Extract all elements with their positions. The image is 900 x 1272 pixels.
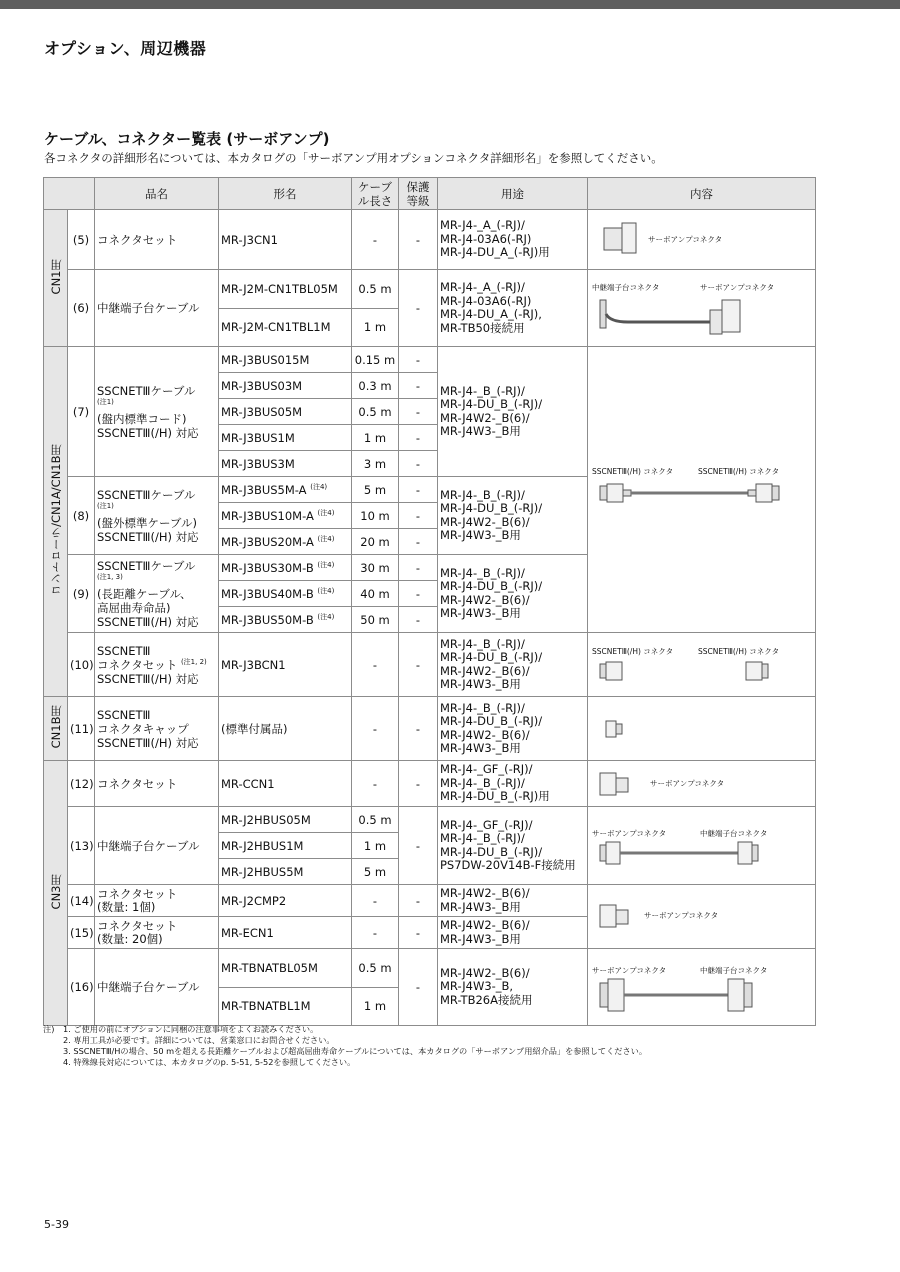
row-number: (15)	[68, 917, 95, 949]
note-ref: (注1, 3)	[97, 572, 123, 581]
col-header-name: 品名	[95, 178, 219, 210]
model-number	[219, 529, 352, 555]
row-number: (10)	[68, 633, 95, 697]
table-subtitle: 各コネクタの詳細形名については、本カタログの「サーボアンプ用オプションコネクタ詳細形名」を参照してください。	[44, 151, 663, 165]
product-name-text: SSCNETⅢケーブル	[97, 487, 196, 502]
protection-class: -	[399, 529, 438, 555]
use-text: MR-J4-_B_(-RJ)/ MR-J4-DU_B_(-RJ)/ MR-J4W2-_B(6)/ MR-J4W3-_B用	[438, 555, 588, 633]
cable-length: 5 m	[352, 477, 399, 503]
note-ref: (注1)	[97, 397, 114, 406]
product-name-sub: SSCNETⅢ(/H) 対応	[97, 671, 199, 686]
cable-length: -	[352, 210, 399, 270]
category-cn1	[44, 210, 68, 347]
model-number	[219, 477, 352, 503]
cable-length: 0.5 m	[352, 949, 399, 988]
use-text: MR-J4-_B_(-RJ)/ MR-J4-DU_B_(-RJ)/ MR-J4W2-_B(6)/ MR-J4W3-_B用	[438, 633, 588, 697]
cable-length: 5 m	[352, 859, 399, 885]
cable-length: 10 m	[352, 503, 399, 529]
table-row	[44, 885, 816, 917]
relay-cable-icon	[588, 808, 816, 884]
servo-amp-connector-label: サーボアンプコネクタ	[592, 966, 667, 975]
model-text: MR-J3BUS5M-A	[221, 482, 307, 497]
model-text: MR-J3BUS40M-B	[221, 586, 314, 601]
cable-connector-table	[43, 177, 816, 1026]
model-number: MR-J3BCN1	[219, 633, 352, 697]
servo-amp-connector-label: サーボアンプコネクタ	[592, 828, 667, 838]
content-illustration	[588, 633, 816, 697]
protection-class: -	[399, 503, 438, 529]
note-ref: (注4)	[317, 612, 335, 621]
protection-class: -	[399, 451, 438, 477]
category-label: コントローラ/CN1A/CN1B用	[48, 444, 63, 596]
protection-class: -	[399, 555, 438, 581]
cable-length: 3 m	[352, 451, 399, 477]
category-cn3	[44, 761, 68, 1026]
col-header-model: 形名	[219, 178, 352, 210]
category-label: CN1B用	[48, 705, 63, 749]
product-name	[95, 347, 219, 477]
protection-class: -	[399, 373, 438, 399]
product-name-text: SSCNETⅢケーブル	[97, 383, 196, 398]
protection-class: -	[399, 949, 438, 1026]
category-label: CN1用	[48, 258, 63, 295]
model-number: MR-TBNATBL1M	[219, 987, 352, 1026]
col-header-length	[352, 178, 399, 210]
cable-length: 0.5 m	[352, 399, 399, 425]
row-number: (8)	[68, 477, 95, 555]
page-number: 5-39	[44, 1218, 69, 1231]
col-header-protection-text: 保護等級	[406, 179, 430, 208]
model-text: MR-J3BUS20M-A	[221, 534, 314, 549]
use-text: MR-J4W2-_B(6)/ MR-J4W3-_B用	[438, 917, 588, 949]
use-text: MR-J4-_B_(-RJ)/ MR-J4-DU_B_(-RJ)/ MR-J4W2-_B(6)/ MR-J4W3-_B用	[438, 347, 588, 477]
cable-length: -	[352, 761, 399, 807]
col-header-protection	[399, 178, 438, 210]
protection-class: -	[399, 399, 438, 425]
protection-class: -	[399, 697, 438, 761]
servo-amp-connector-label: サーボアンプコネクタ	[648, 234, 723, 244]
model-number	[219, 581, 352, 607]
product-name	[95, 633, 219, 697]
category-cn1b	[44, 697, 68, 761]
cable-length: 0.15 m	[352, 347, 399, 373]
row-number: (11)	[68, 697, 95, 761]
top-bar	[0, 0, 900, 9]
use-text: MR-J4-_B_(-RJ)/ MR-J4-DU_B_(-RJ)/ MR-J4W2-_B(6)/ MR-J4W3-_B用	[438, 697, 588, 761]
footnote-4: 4. 特殊線長対応については、本カタログのp. 5-51, 5-52を参照してください。	[63, 1057, 356, 1067]
table-row	[44, 807, 816, 833]
protection-class: -	[399, 581, 438, 607]
model-number: MR-J2HBUS1M	[219, 833, 352, 859]
protection-class: -	[399, 607, 438, 633]
col-header-content: 内容	[588, 178, 816, 210]
product-name: SSCNETⅢ コネクタキャップ SSCNETⅢ(/H) 対応	[95, 697, 219, 761]
note-ref: (注4)	[317, 560, 335, 569]
protection-class: -	[399, 425, 438, 451]
model-number: MR-J2M-CN1TBL1M	[219, 308, 352, 347]
footnote-row	[43, 1035, 647, 1046]
content-illustration	[588, 885, 816, 949]
model-number	[219, 555, 352, 581]
footnote-row	[43, 1024, 647, 1035]
footnote-row	[43, 1057, 647, 1068]
content-illustration	[588, 210, 816, 270]
use-text: MR-J4-_A_(-RJ)/ MR-J4-03A6(-RJ) MR-J4-DU_A_(-RJ)用	[438, 210, 588, 270]
row-number: (14)	[68, 885, 95, 917]
cable-length: -	[352, 917, 399, 949]
use-text: MR-J4-_A_(-RJ)/ MR-J4-03A6(-RJ) MR-J4-DU_A_(-RJ), MR-TB50接続用	[438, 270, 588, 347]
table-row	[44, 210, 816, 270]
model-number: MR-J2HBUS5M	[219, 859, 352, 885]
model-number: MR-CCN1	[219, 761, 352, 807]
product-name	[95, 555, 219, 633]
protection-class: -	[399, 761, 438, 807]
footnote-prefix: 注)	[43, 1024, 55, 1034]
model-number: MR-ECN1	[219, 917, 352, 949]
cable-length: 40 m	[352, 581, 399, 607]
product-name: コネクタセット	[95, 210, 219, 270]
product-name-sub: (盤内標準コード) SSCNETⅢ(/H) 対応	[97, 411, 199, 440]
sscnet-cable-icon	[588, 349, 816, 631]
note-ref: (注4)	[317, 508, 335, 517]
row-number: (9)	[68, 555, 95, 633]
cable-length: 0.3 m	[352, 373, 399, 399]
category-label: CN3用	[48, 873, 63, 910]
product-name-sub: (盤外標準ケーブル) SSCNETⅢ(/H) 対応	[97, 515, 199, 544]
model-number: MR-J3CN1	[219, 210, 352, 270]
footnote-3: 3. SSCNETⅢ/Hの場合、50 mを超える長距離ケーブルおよび超高屈曲寿命ケーブルについては、本カタログの「サーボアンプ用紹介品」を参照してください。	[63, 1046, 648, 1056]
sscnet-connector-label: SSCNETⅢ(/H) コネクタ	[592, 466, 674, 476]
header-row	[44, 178, 816, 210]
content-illustration	[588, 807, 816, 885]
product-name: コネクタセット (数量: 20個)	[95, 917, 219, 949]
servo-amp-connector-label: サーボアンプコネクタ	[700, 283, 775, 292]
cable-length: 50 m	[352, 607, 399, 633]
row-number: (16)	[68, 949, 95, 1026]
terminal-connector-label: 中継端子台コネクタ	[700, 966, 768, 975]
protection-class: -	[399, 885, 438, 917]
model-number: MR-J3BUS3M	[219, 451, 352, 477]
product-name	[95, 477, 219, 555]
table-row	[44, 633, 816, 697]
footnote-1: 1. ご使用の前にオプションに同梱の注意事項をよくお読みください。	[63, 1024, 319, 1034]
relay-cable-icon	[588, 949, 816, 1025]
section-title: オプション、周辺機器	[44, 39, 207, 58]
model-number: MR-J3BUS05M	[219, 399, 352, 425]
note-ref: (注4)	[310, 482, 328, 491]
use-text: MR-J4-_B_(-RJ)/ MR-J4-DU_B_(-RJ)/ MR-J4W2-_B(6)/ MR-J4W3-_B用	[438, 477, 588, 555]
product-name: 中継端子台ケーブル	[95, 270, 219, 347]
cable-length: 1 m	[352, 833, 399, 859]
terminal-connector-label: 中継端子台コネクタ	[700, 828, 768, 838]
content-illustration	[588, 697, 816, 761]
cable-length: 0.5 m	[352, 807, 399, 833]
header-blank	[44, 178, 95, 210]
model-number	[219, 607, 352, 633]
protection-class: -	[399, 917, 438, 949]
servo-amp-connector-label: サーボアンプコネクタ	[650, 778, 725, 788]
model-number: MR-J2CMP2	[219, 885, 352, 917]
col-header-length-text: ケーブル長さ	[357, 179, 393, 208]
table-row	[44, 949, 816, 988]
use-text: MR-J4-_GF_(-RJ)/ MR-J4-_B_(-RJ)/ MR-J4-DU_B_(-RJ)/ PS7DW-20V14B-F接続用	[438, 807, 588, 885]
table-row	[44, 697, 816, 761]
sscnet-connector-icon	[588, 634, 816, 696]
model-number: MR-J3BUS03M	[219, 373, 352, 399]
footnote-row	[43, 1046, 647, 1057]
cable-length: -	[352, 885, 399, 917]
cable-length: 0.5 m	[352, 270, 399, 309]
content-illustration	[588, 270, 816, 347]
model-number: MR-J2HBUS05M	[219, 807, 352, 833]
sscnet-connector-label: SSCNETⅢ(/H) コネクタ	[592, 646, 674, 656]
content-illustration	[588, 347, 816, 633]
model-text: MR-J3BUS10M-A	[221, 508, 314, 523]
note-ref: (注1)	[97, 501, 114, 510]
cable-length: 1 m	[352, 308, 399, 347]
note-ref: (注1, 2)	[180, 657, 207, 666]
category-controller	[44, 347, 68, 697]
sscnet-connector-label: SSCNETⅢ(/H) コネクタ	[698, 466, 780, 476]
cable-length: 1 m	[352, 987, 399, 1026]
product-name-sub: (長距離ケーブル、 高屈曲寿命品) SSCNETⅢ(/H) 対応	[97, 586, 199, 629]
row-number: (5)	[68, 210, 95, 270]
model-number: (標準付属品)	[219, 697, 352, 761]
content-illustration	[588, 761, 816, 807]
cable-length: -	[352, 697, 399, 761]
footnotes	[43, 1024, 647, 1068]
terminal-connector-label: 中継端子台コネクタ	[592, 283, 660, 292]
protection-class: -	[399, 633, 438, 697]
product-name-text: SSCNETⅢ コネクタセット	[97, 643, 178, 672]
cable-length: 30 m	[352, 555, 399, 581]
note-ref: (注4)	[317, 534, 335, 543]
protection-class: -	[399, 807, 438, 885]
protection-class: -	[399, 210, 438, 270]
row-number: (12)	[68, 761, 95, 807]
model-number: MR-J2M-CN1TBL05M	[219, 270, 352, 309]
cable-length: 20 m	[352, 529, 399, 555]
footnote-2: 2. 専用工具が必要です。詳細については、営業窓口にお問合せください。	[63, 1035, 335, 1045]
row-number: (13)	[68, 807, 95, 885]
protection-class: -	[399, 347, 438, 373]
product-name: コネクタセット (数量: 1個)	[95, 885, 219, 917]
model-number	[219, 503, 352, 529]
servo-amp-connector-label: サーボアンプコネクタ	[644, 910, 719, 920]
sscnet-connector-label: SSCNETⅢ(/H) コネクタ	[698, 646, 780, 656]
table-row	[44, 270, 816, 309]
model-number: MR-TBNATBL05M	[219, 949, 352, 988]
row-number: (6)	[68, 270, 95, 347]
use-text: MR-J4W2-_B(6)/ MR-J4W3-_B, MR-TB26A接続用	[438, 949, 588, 1026]
connector-cap-icon	[588, 698, 816, 760]
table-row	[44, 761, 816, 807]
table-title: ケーブル、コネクター覧表 (サーボアンプ)	[44, 130, 330, 148]
product-name: 中継端子台ケーブル	[95, 949, 219, 1026]
product-name: 中継端子台ケーブル	[95, 807, 219, 885]
content-illustration	[588, 949, 816, 1026]
note-ref: (注4)	[317, 586, 335, 595]
protection-class: -	[399, 270, 438, 347]
cable-length: 1 m	[352, 425, 399, 451]
model-number: MR-J3BUS1M	[219, 425, 352, 451]
table-row	[44, 347, 816, 373]
row-number: (7)	[68, 347, 95, 477]
protection-class: -	[399, 477, 438, 503]
col-header-use: 用途	[438, 178, 588, 210]
cable-length: -	[352, 633, 399, 697]
cable-icon	[588, 270, 816, 346]
model-text: MR-J3BUS50M-B	[221, 612, 314, 627]
use-text: MR-J4W2-_B(6)/ MR-J4W3-_B用	[438, 885, 588, 917]
use-text: MR-J4-_GF_(-RJ)/ MR-J4-_B_(-RJ)/ MR-J4-DU_B_(-RJ)用	[438, 761, 588, 807]
product-name-text: SSCNETⅢケーブル	[97, 558, 196, 573]
model-text: MR-J3BUS30M-B	[221, 560, 314, 575]
product-name: コネクタセット	[95, 761, 219, 807]
model-number: MR-J3BUS015M	[219, 347, 352, 373]
